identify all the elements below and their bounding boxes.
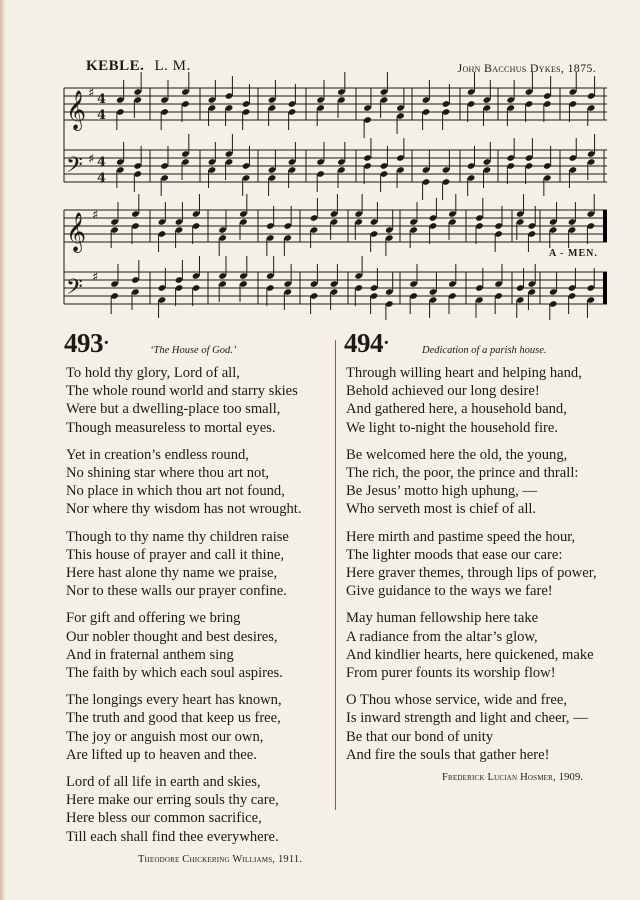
stanza-line: Through willing heart and helping hand, — [346, 365, 582, 381]
column-divider — [335, 340, 336, 810]
stanza-line: Though to thy name thy children raise — [66, 528, 289, 545]
clef: 𝄞 — [66, 90, 87, 130]
stanza-line: The faith by which each soul aspires. — [66, 665, 283, 682]
hymn-number: 494· — [344, 328, 390, 358]
hymn-493 — [64, 328, 328, 869]
clef: 𝄞 — [66, 212, 87, 252]
stanza-line: Our nobler thought and best desires, — [66, 628, 278, 645]
stanza — [346, 528, 610, 601]
stanza-line: May human fellowship here take — [346, 610, 539, 627]
stanza-line: Who serveth most is chief of all. — [346, 501, 537, 518]
hymn-subtitle: ‘The House of God.’ — [150, 345, 237, 356]
stanza-line: Nor where thy wisdom has not wrought. — [66, 501, 302, 518]
music-score — [0, 0, 640, 320]
signature-glyph: 4 — [97, 171, 107, 186]
author-credit: Frederick Lucian Hosmer, 1909. — [442, 772, 584, 784]
stanza-line: And gathered here, a household band, — [346, 401, 567, 418]
final-barline — [603, 210, 607, 242]
stanza-line: The longings every heart has known, — [66, 692, 282, 709]
stanza-line: Till each shall find thee everywhere. — [66, 828, 279, 845]
stanza-line: And kindlier hearts, here quickened, make — [346, 646, 594, 663]
stanza-line: Here bless our common sacrifice, — [66, 810, 262, 827]
hymn-494 — [344, 328, 610, 787]
stanza — [66, 691, 328, 764]
signature-glyph: 4 — [97, 155, 107, 170]
stanza — [346, 691, 610, 764]
signature-glyph: ♯ — [92, 270, 99, 285]
stanza-line: To hold thy glory, Lord of all, — [66, 365, 240, 381]
signature-glyph: ♯ — [88, 86, 95, 101]
hymn-number: 493· — [64, 328, 110, 358]
stanza-line: From purer founts its worship flow! — [346, 665, 556, 682]
tune-name: KEBLE. — [86, 58, 145, 74]
stanza-line: Are lifted up to heaven and thee. — [66, 746, 257, 763]
stanza — [66, 609, 328, 682]
stanza-line: Here graver themes, through lips of power, — [346, 565, 597, 582]
stanza-line: Is inward strength and light and cheer, — — [346, 710, 588, 727]
stanza — [346, 364, 610, 437]
stanza-line: Be Jesus’ motto high uphung, — — [346, 483, 538, 500]
clef: 𝄢 — [66, 153, 83, 183]
stanza — [346, 609, 610, 682]
stanza-line: The lighter moods that ease our care: — [346, 546, 563, 563]
stanza-line: We light to-night the household fire. — [346, 419, 559, 436]
stanza-line: For gift and offering we bring — [66, 610, 241, 627]
stanza-line: The rich, the poor, the prince and thrall: — [346, 465, 579, 482]
signature-glyph: ♯ — [88, 152, 95, 167]
stanza-line: The joy or anguish most our own, — [66, 728, 264, 745]
composer-credit: John Bacchus Dykes, 1875. — [457, 61, 596, 75]
stanza — [346, 446, 610, 519]
stanza — [66, 364, 328, 437]
stanza-line: This house of prayer and call it thine, — [66, 546, 285, 563]
stanza-line: Lord of all life in earth and skies, — [66, 774, 261, 791]
stanza-line: Here hast alone thy name we praise, — [66, 565, 278, 582]
stanza-line: Behold achieved our long desire! — [346, 383, 540, 400]
stanza-line: Yet in creation’s endless round, — [66, 446, 249, 463]
stanza-line: The whole round world and starry skies — [66, 383, 298, 400]
stanza-line: O Thou whose service, wide and free, — [346, 692, 567, 709]
stanza-line: Were but a dwelling-place too small, — [66, 401, 281, 418]
signature-glyph: ♯ — [92, 208, 99, 223]
stanza-line: No shining star where thou art not, — [66, 465, 270, 482]
tune-meter: L. M. — [154, 58, 191, 74]
stanza-line: Be welcomed here the old, the young, — [346, 446, 568, 463]
amen-label: A - MEN. — [549, 248, 598, 259]
stanza — [66, 773, 328, 846]
final-barline — [603, 272, 607, 304]
stanza-line: Though measureless to mortal eyes. — [66, 419, 276, 436]
stanza-line: A radiance from the altar’s glow, — [346, 628, 538, 645]
stanza-line: Here mirth and pastime speed the hour, — [346, 528, 576, 545]
stanza-line: Give guidance to the ways we fare! — [346, 583, 553, 600]
stanza-line: And in fraternal anthem sing — [66, 646, 234, 663]
stanza-line: Nor to these walls our prayer confine. — [66, 583, 287, 600]
signature-glyph: 4 — [97, 108, 107, 123]
stanza — [66, 528, 328, 601]
author-credit: Theodore Chickering Williams, 1911. — [138, 853, 303, 865]
signature-glyph: 4 — [97, 92, 107, 107]
stanza — [66, 446, 328, 519]
stanza-line: Be that our bond of unity — [346, 728, 494, 745]
stanza-line: The truth and good that keep us free, — [66, 710, 281, 727]
hymn-subtitle: Dedication of a parish house. — [422, 345, 547, 356]
stanza-line: No place in which thou art not found, — [66, 483, 285, 500]
clef: 𝄢 — [66, 275, 83, 305]
stanza-line: Here make our erring souls thy care, — [66, 792, 279, 809]
stanza-line: And fire the souls that gather here! — [346, 746, 550, 763]
